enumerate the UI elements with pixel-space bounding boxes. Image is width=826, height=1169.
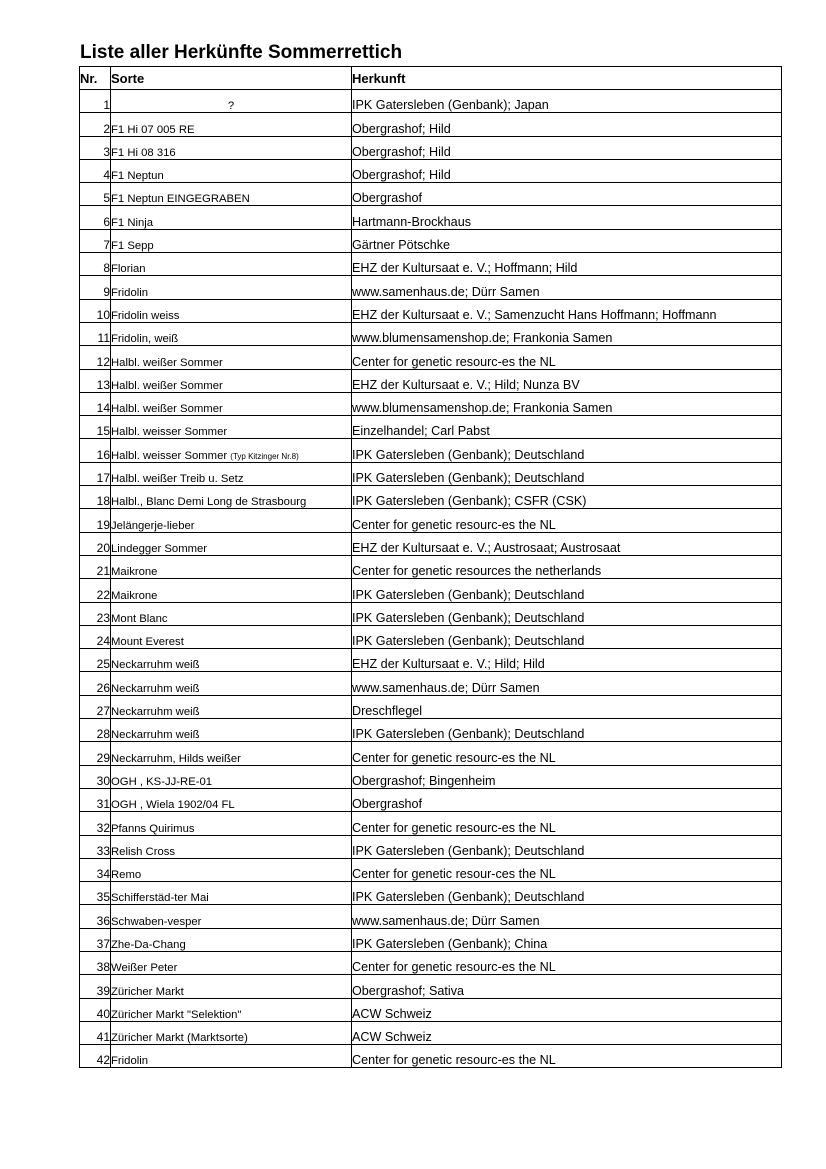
sorte-text: Zhe-Da-Chang xyxy=(111,938,186,951)
row-herkunft: Obergrashof xyxy=(352,788,782,811)
row-number: 16 xyxy=(80,439,111,462)
sorte-text: Halbl. weißer Treib u. Setz xyxy=(111,473,244,486)
row-number: 5 xyxy=(80,183,111,206)
sorte-note: (Typ Kitzinger Nr.8) xyxy=(230,451,299,461)
row-herkunft: IPK Gatersleben (Genbank); Deutschland xyxy=(352,602,782,625)
row-sorte xyxy=(111,113,352,136)
row-number: 41 xyxy=(80,1021,111,1044)
row-sorte xyxy=(111,416,352,439)
row-number: 10 xyxy=(80,299,111,322)
sorte-text: Halbl. weisser Sommer xyxy=(111,449,228,462)
row-sorte xyxy=(111,765,352,788)
row-number: 32 xyxy=(80,812,111,835)
sorte-text: OGH , KS-JJ-RE-01 xyxy=(111,775,213,788)
row-sorte xyxy=(111,1021,352,1044)
row-number: 4 xyxy=(80,159,111,182)
row-sorte xyxy=(111,835,352,858)
row-sorte xyxy=(111,183,352,206)
row-herkunft: www.blumensamenshop.de; Frankonia Samen xyxy=(352,322,782,345)
row-number: 22 xyxy=(80,579,111,602)
sorte-text: Jelängerje-lieber xyxy=(111,519,195,532)
row-herkunft: Obergrashof; Hild xyxy=(352,159,782,182)
row-number: 3 xyxy=(80,136,111,159)
row-number: 30 xyxy=(80,765,111,788)
row-sorte xyxy=(111,788,352,811)
sorte-text: F1 Hi 07 005 RE xyxy=(111,123,195,136)
row-sorte xyxy=(111,905,352,928)
row-number: 25 xyxy=(80,649,111,672)
row-herkunft: EHZ der Kultursaat e. V.; Austrosaat; Austrosaat xyxy=(352,532,782,555)
row-herkunft: IPK Gatersleben (Genbank); Deutschland xyxy=(352,835,782,858)
row-number: 2 xyxy=(80,113,111,136)
row-herkunft: IPK Gatersleben (Genbank); Japan xyxy=(352,90,782,113)
table-row xyxy=(80,253,782,276)
row-sorte xyxy=(111,625,352,648)
table-row xyxy=(80,579,782,602)
row-sorte xyxy=(111,672,352,695)
row-herkunft: Hartmann-Brockhaus xyxy=(352,206,782,229)
table-row xyxy=(80,1045,782,1068)
table-row xyxy=(80,835,782,858)
sorte-text: Halbl. weißer Sommer xyxy=(111,403,223,416)
table-row xyxy=(80,649,782,672)
table-row xyxy=(80,322,782,345)
table-row xyxy=(80,439,782,462)
sorte-text: Neckarruhm weiß xyxy=(111,659,200,672)
row-sorte xyxy=(111,253,352,276)
row-sorte xyxy=(111,486,352,509)
row-number: 20 xyxy=(80,532,111,555)
header-herkunft: Herkunft xyxy=(352,67,782,90)
sorte-text: Maikrone xyxy=(111,566,158,579)
row-sorte xyxy=(111,322,352,345)
row-number: 8 xyxy=(80,253,111,276)
row-herkunft: IPK Gatersleben (Genbank); Deutschland xyxy=(352,625,782,648)
row-number: 27 xyxy=(80,695,111,718)
row-herkunft: Obergrashof; Hild xyxy=(352,136,782,159)
sorte-text: Halbl. weißer Sommer xyxy=(111,379,223,392)
table-row xyxy=(80,486,782,509)
table-row xyxy=(80,602,782,625)
row-sorte xyxy=(111,276,352,299)
row-number: 7 xyxy=(80,229,111,252)
row-herkunft: www.samenhaus.de; Dürr Samen xyxy=(352,905,782,928)
row-sorte xyxy=(111,812,352,835)
row-number: 26 xyxy=(80,672,111,695)
row-herkunft: Center for genetic resourc-es the NL xyxy=(352,509,782,532)
row-number: 17 xyxy=(80,462,111,485)
sorte-text: F1 Sepp xyxy=(111,240,154,253)
row-herkunft: Center for genetic resources the netherlands xyxy=(352,555,782,578)
row-number: 40 xyxy=(80,998,111,1021)
row-number: 34 xyxy=(80,858,111,881)
sorte-text: Schwaben-vesper xyxy=(111,915,202,928)
table-row xyxy=(80,90,782,113)
table-row xyxy=(80,625,782,648)
table-row xyxy=(80,742,782,765)
row-herkunft: ACW Schweiz xyxy=(352,998,782,1021)
table-row xyxy=(80,113,782,136)
table-row xyxy=(80,812,782,835)
row-number: 31 xyxy=(80,788,111,811)
sorte-text: Fridolin weiss xyxy=(111,309,180,322)
row-herkunft: Gärtner Pötschke xyxy=(352,229,782,252)
row-herkunft: Center for genetic resourc-es the NL xyxy=(352,951,782,974)
page-title: Liste aller Herkünfte Sommerrettich xyxy=(80,42,403,63)
row-sorte xyxy=(111,229,352,252)
row-number: 39 xyxy=(80,975,111,998)
table-row xyxy=(80,719,782,742)
row-sorte xyxy=(111,439,352,462)
header-nr: Nr. xyxy=(80,67,111,90)
sorte-text: Züricher Markt (Marktsorte) xyxy=(111,1032,248,1045)
row-sorte xyxy=(111,858,352,881)
table-row xyxy=(80,858,782,881)
row-herkunft: www.samenhaus.de; Dürr Samen xyxy=(352,672,782,695)
row-sorte xyxy=(111,299,352,322)
row-herkunft: Obergrashof xyxy=(352,183,782,206)
table-row xyxy=(80,299,782,322)
table-row xyxy=(80,509,782,532)
sorte-text: F1 Neptun xyxy=(111,170,164,183)
table-row xyxy=(80,765,782,788)
table-row xyxy=(80,136,782,159)
sorte-text: Neckarruhm, Hilds weißer xyxy=(111,752,241,765)
row-sorte xyxy=(111,719,352,742)
row-sorte xyxy=(111,579,352,602)
row-herkunft: IPK Gatersleben (Genbank); Deutschland xyxy=(352,439,782,462)
row-herkunft: IPK Gatersleben (Genbank); Deutschland xyxy=(352,719,782,742)
row-number: 29 xyxy=(80,742,111,765)
sorte-text: Neckarruhm weiß xyxy=(111,706,200,719)
row-number: 42 xyxy=(80,1045,111,1068)
sorte-text: Mont Blanc xyxy=(111,612,168,625)
row-herkunft: IPK Gatersleben (Genbank); China xyxy=(352,928,782,951)
row-herkunft: Center for genetic resour-ces the NL xyxy=(352,858,782,881)
row-sorte xyxy=(111,369,352,392)
row-sorte xyxy=(111,602,352,625)
row-sorte xyxy=(111,695,352,718)
table-row xyxy=(80,928,782,951)
row-sorte xyxy=(111,532,352,555)
row-herkunft: IPK Gatersleben (Genbank); Deutschland xyxy=(352,882,782,905)
row-number: 13 xyxy=(80,369,111,392)
sorte-text: Schifferstäd-ter Mai xyxy=(111,892,209,905)
row-number: 37 xyxy=(80,928,111,951)
sorte-text: Remo xyxy=(111,869,142,882)
table-row xyxy=(80,346,782,369)
row-sorte xyxy=(111,951,352,974)
sorte-text: F1 Neptun EINGEGRABEN xyxy=(111,193,250,206)
row-herkunft: ACW Schweiz xyxy=(352,1021,782,1044)
table-row xyxy=(80,695,782,718)
table-row xyxy=(80,672,782,695)
sorte-text: Halbl., Blanc Demi Long de Strasbourg xyxy=(111,496,307,509)
row-herkunft: EHZ der Kultursaat e. V.; Hild; Hild xyxy=(352,649,782,672)
sorte-text: Mount Everest xyxy=(111,636,184,649)
sorte-text: ? xyxy=(227,100,235,113)
sorte-text: Weißer Peter xyxy=(111,962,178,975)
row-herkunft: EHZ der Kultursaat e. V.; Samenzucht Hans Hoffmann; Hoffmann xyxy=(352,299,782,322)
row-number: 18 xyxy=(80,486,111,509)
row-herkunft: IPK Gatersleben (Genbank); CSFR (CSK) xyxy=(352,486,782,509)
row-number: 21 xyxy=(80,555,111,578)
row-number: 6 xyxy=(80,206,111,229)
row-number: 24 xyxy=(80,625,111,648)
row-herkunft: Obergrashof; Sativa xyxy=(352,975,782,998)
row-sorte xyxy=(111,346,352,369)
origins-table xyxy=(79,66,782,1068)
sorte-text: Maikrone xyxy=(111,589,158,602)
row-sorte xyxy=(111,136,352,159)
row-sorte xyxy=(111,90,352,113)
sorte-text: F1 Hi 08 316 xyxy=(111,146,176,159)
sorte-text: Florian xyxy=(111,263,146,276)
row-number: 15 xyxy=(80,416,111,439)
sorte-text: Pfanns Quirimus xyxy=(111,822,195,835)
row-herkunft: www.blumensamenshop.de; Frankonia Samen xyxy=(352,392,782,415)
sorte-text: Züricher Markt "Selektion" xyxy=(111,1008,242,1021)
row-sorte xyxy=(111,928,352,951)
row-number: 19 xyxy=(80,509,111,532)
sorte-text: Neckarruhm weiß xyxy=(111,682,200,695)
row-sorte xyxy=(111,1045,352,1068)
row-sorte xyxy=(111,998,352,1021)
sorte-text: Fridolin xyxy=(111,286,149,299)
table-row xyxy=(80,555,782,578)
table-row xyxy=(80,462,782,485)
table-row xyxy=(80,183,782,206)
row-sorte xyxy=(111,392,352,415)
table-row xyxy=(80,532,782,555)
row-herkunft: Obergrashof; Hild xyxy=(352,113,782,136)
row-herkunft: Dreschflegel xyxy=(352,695,782,718)
row-herkunft: EHZ der Kultursaat e. V.; Hoffmann; Hild xyxy=(352,253,782,276)
table-row xyxy=(80,905,782,928)
table-row xyxy=(80,369,782,392)
row-number: 9 xyxy=(80,276,111,299)
row-number: 12 xyxy=(80,346,111,369)
row-herkunft: Center for genetic resourc-es the NL xyxy=(352,346,782,369)
row-herkunft: EHZ der Kultursaat e. V.; Hild; Nunza BV xyxy=(352,369,782,392)
row-sorte xyxy=(111,555,352,578)
row-sorte xyxy=(111,975,352,998)
table-header-row xyxy=(80,67,782,90)
table-body xyxy=(80,90,782,1068)
row-herkunft: Center for genetic resourc-es the NL xyxy=(352,742,782,765)
row-number: 14 xyxy=(80,392,111,415)
row-herkunft: Obergrashof; Bingenheim xyxy=(352,765,782,788)
row-number: 11 xyxy=(80,322,111,345)
row-herkunft: Center for genetic resourc-es the NL xyxy=(352,1045,782,1068)
table-row xyxy=(80,416,782,439)
row-sorte xyxy=(111,509,352,532)
row-sorte xyxy=(111,159,352,182)
row-sorte xyxy=(111,206,352,229)
row-herkunft: www.samenhaus.de; Dürr Samen xyxy=(352,276,782,299)
row-herkunft: IPK Gatersleben (Genbank); Deutschland xyxy=(352,462,782,485)
row-herkunft: IPK Gatersleben (Genbank); Deutschland xyxy=(352,579,782,602)
table-row xyxy=(80,392,782,415)
sorte-text: OGH , Wiela 1902/04 FL xyxy=(111,799,235,812)
table-row xyxy=(80,998,782,1021)
row-number: 28 xyxy=(80,719,111,742)
table-row xyxy=(80,206,782,229)
row-number: 36 xyxy=(80,905,111,928)
sorte-text: Neckarruhm weiß xyxy=(111,729,200,742)
table-row xyxy=(80,276,782,299)
header-sorte: Sorte xyxy=(111,67,352,90)
row-sorte xyxy=(111,742,352,765)
row-number: 38 xyxy=(80,951,111,974)
table-row xyxy=(80,1021,782,1044)
sorte-text: Züricher Markt xyxy=(111,985,184,998)
row-herkunft: Einzelhandel; Carl Pabst xyxy=(352,416,782,439)
sorte-text: F1 Ninja xyxy=(111,216,154,229)
row-number: 23 xyxy=(80,602,111,625)
sorte-text: Fridolin, weiß xyxy=(111,333,179,346)
sorte-text: Fridolin xyxy=(111,1055,149,1068)
sorte-text: Lindegger Sommer xyxy=(111,542,208,555)
sorte-text: Relish Cross xyxy=(111,845,176,858)
table-row xyxy=(80,788,782,811)
sorte-text: Halbl. weißer Sommer xyxy=(111,356,223,369)
table-row xyxy=(80,951,782,974)
row-sorte xyxy=(111,882,352,905)
row-number: 33 xyxy=(80,835,111,858)
row-number: 1 xyxy=(80,90,111,113)
row-number: 35 xyxy=(80,882,111,905)
row-herkunft: Center for genetic resourc-es the NL xyxy=(352,812,782,835)
sorte-text: Halbl. weisser Sommer xyxy=(111,426,228,439)
table-row xyxy=(80,975,782,998)
row-sorte xyxy=(111,462,352,485)
row-sorte xyxy=(111,649,352,672)
table-row xyxy=(80,882,782,905)
table-row xyxy=(80,229,782,252)
table-row xyxy=(80,159,782,182)
